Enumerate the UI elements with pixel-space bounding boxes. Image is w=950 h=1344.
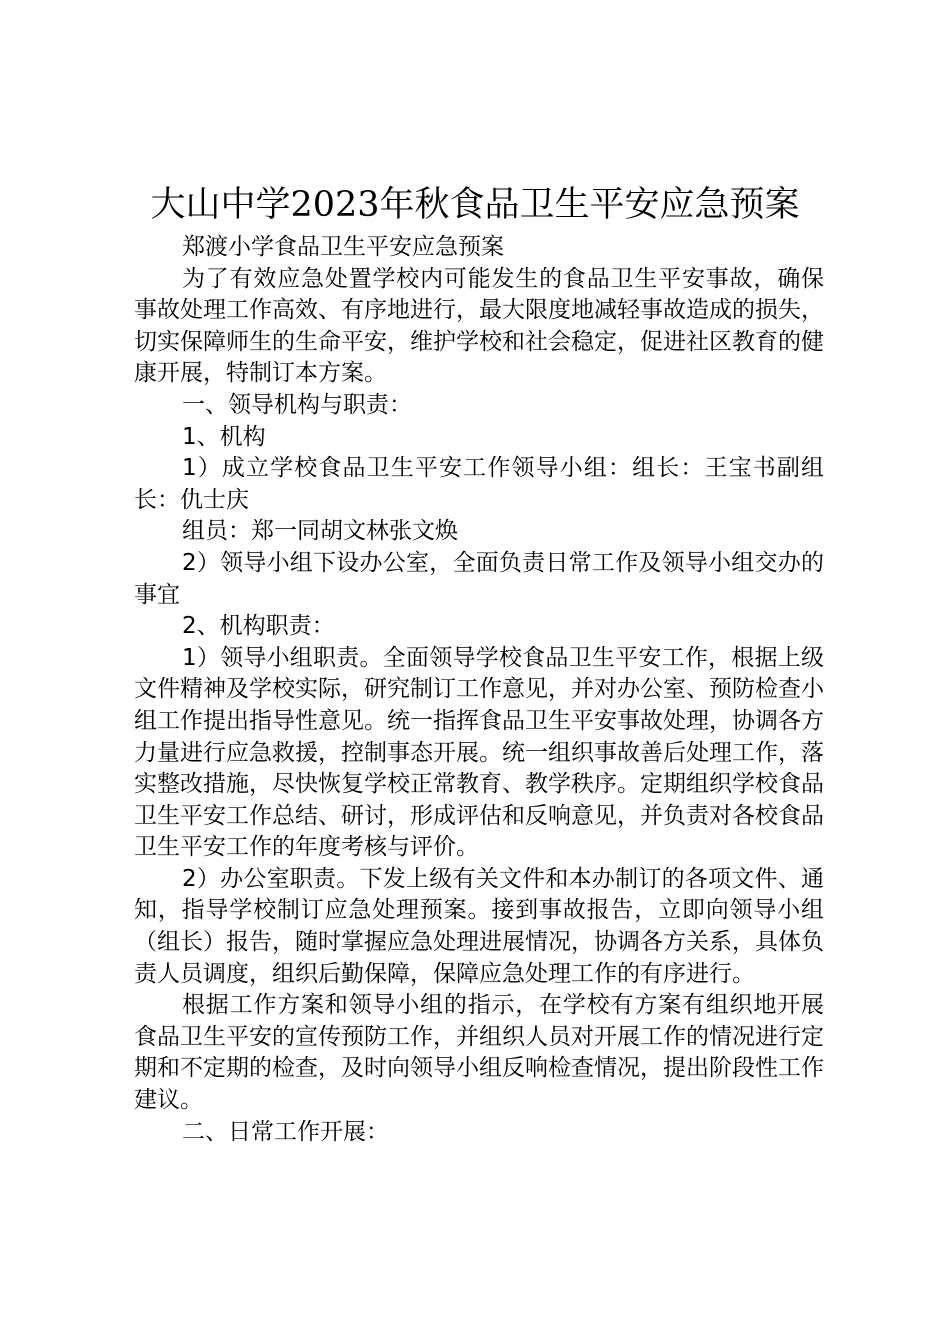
document-body	[134, 232, 824, 1148]
section-heading-leadership: 一、领导机构与职责：	[182, 391, 412, 418]
document-title: 大山中学2023年秋食品卫生平安应急预案	[150, 185, 800, 225]
subsection-heading-organization: 1、机构	[182, 423, 266, 450]
paragraph-inspection: 根据工作方案和领导小组的指示，在学校有方案有组织地开展食品卫生平安的宣传预防工作，并组织人员对开展工作的情况进行定期和不定期的检查，及时向领导小组反响检查情况，提出阶段性工作建议。	[134, 992, 824, 1114]
section-heading-daily-work: 二、日常工作开展：	[182, 1118, 389, 1145]
paragraph-office-duties: 2）办公室职责。下发上级有关文件和本办制订的各项文件、通知，指导学校制订应急处理预案。接到事故报告，立即向领导小组（组长）报告，随时掌握应急处理进展情况，协调各方关系，具体负责人员调度，组织后勤保障，保障应急处理工作的有序进行。	[134, 865, 824, 987]
paragraph-subtitle: 郑渡小学食品卫生平安应急预案	[182, 234, 504, 260]
paragraph-members: 组员：郑一同胡文林张文焕	[182, 518, 458, 545]
paragraph-purpose: 为了有效应急处置学校内可能发生的食品卫生平安事故，确保事故处理工作高效、有序地进行，最大限度地减轻事故造成的损失，切实保障师生的生命平安，维护学校和社会稳定，促进社区教育的健康开展，特制订本方案。	[134, 265, 824, 387]
paragraph-leadership-group: 1）成立学校食品卫生平安工作领导小组：组长：王宝书副组长：仇士庆	[134, 455, 824, 513]
subsection-heading-duties: 2、机构职责：	[182, 613, 335, 640]
paragraph-group-duties: 1）领导小组职责。全面领导学校食品卫生平安工作，根据上级文件精神及学校实际，研究制订工作意见，并对办公室、预防检查小组工作提出指导性意见。统一指挥食品卫生平安事故处理，协调各方力量进行应急救援，控制事态开展。统一组织事故善后处理工作，落实整改措施，尽快恢复学校正常教育、教学秩序。定期组织学校食品卫生平安工作总结、研讨，形成评估和反响意见，并负责对各校食品卫生平安工作的年度考核与评价。	[134, 644, 824, 861]
paragraph-office: 2）领导小组下设办公室，全面负责日常工作及领导小组交办的事宜	[134, 549, 824, 608]
